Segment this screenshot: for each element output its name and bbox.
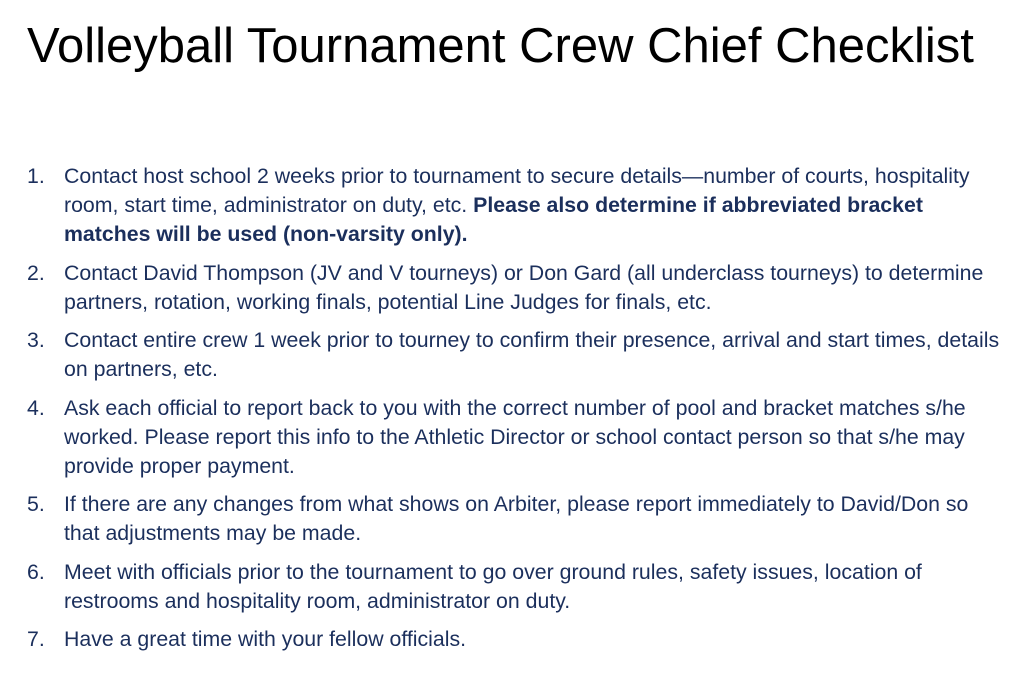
item-number: 1. xyxy=(27,164,45,188)
item-text: Contact host school 2 weeks prior to tournament to secure details—number of courts, hospitality room, start time, administrator on duty, etc. xyxy=(64,164,970,217)
item-number: 7. xyxy=(27,627,45,651)
checklist-item-2 xyxy=(0,259,1000,317)
checklist-item-4 xyxy=(0,394,1000,481)
item-text: Contact David Thompson (JV and V tourneys) or Don Gard (all underclass tourneys) to determine partners, rotation, working finals, potential Line Judges for finals, etc. xyxy=(64,260,984,314)
item-text: If there are any changes from what shows on Arbiter, please report immediately to David/Don so that adjustments may be made. xyxy=(64,492,969,545)
checklist-item-1 xyxy=(0,162,1000,249)
checklist-item-5 xyxy=(0,490,1000,548)
item-bold-text: Please also determine if abbreviated bracket matches will be used (non-varsity only). xyxy=(64,193,923,246)
item-text: Ask each official to report back to you with the correct number of pool and bracket matches s/he worked. Please report this info to the Athletic Director or school contact person so that s/he may provide proper payment. xyxy=(64,395,966,478)
item-number: 3. xyxy=(27,328,45,352)
checklist-item-6 xyxy=(0,558,1000,616)
checklist-item-3 xyxy=(0,326,1000,384)
checklist-item-7 xyxy=(0,625,1000,654)
item-text: Contact entire crew 1 week prior to tourney to confirm their presence, arrival and start times, details on partners, etc. xyxy=(64,328,1000,381)
item-text: Meet with officials prior to the tournament to go over ground rules, safety issues, location of restrooms and hospitality room, administrator on duty. xyxy=(64,559,922,613)
item-number: 4. xyxy=(27,395,45,420)
item-number: 5. xyxy=(27,492,45,516)
checklist xyxy=(0,162,1000,664)
page-title: Volleyball Tournament Crew Chief Checklist xyxy=(27,19,974,73)
item-text: Have a great time with your fellow officials. xyxy=(64,627,467,651)
item-number: 2. xyxy=(27,260,45,285)
item-number: 6. xyxy=(27,559,45,584)
